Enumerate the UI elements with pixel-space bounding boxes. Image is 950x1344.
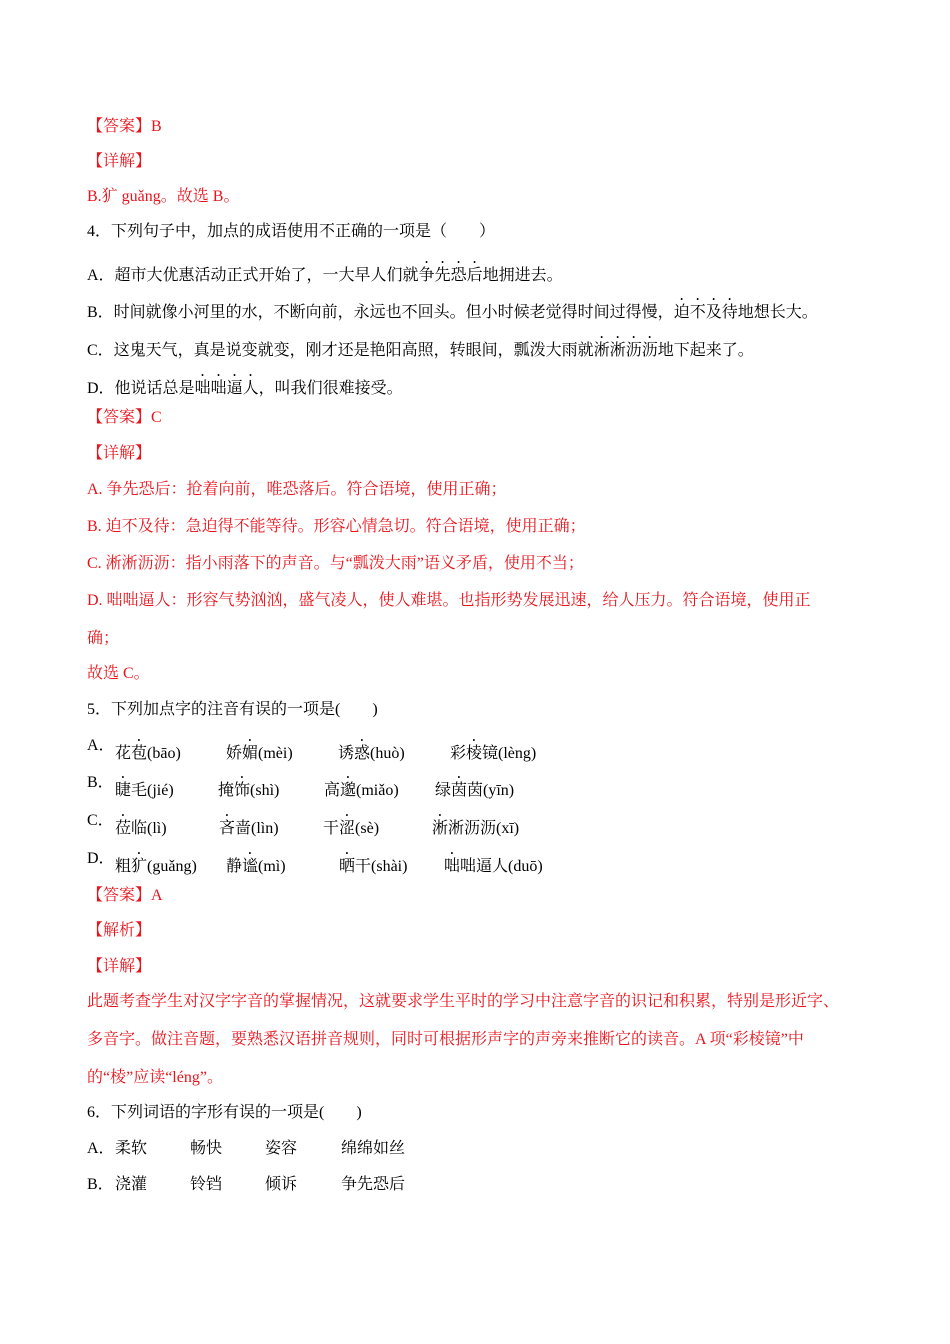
text: 干 bbox=[323, 820, 340, 837]
q4-detail-line: C. 淅淅沥沥：指小雨落下的声音。与“瓢泼大雨”语义矛盾，使用不当； bbox=[87, 555, 584, 572]
text: 静 bbox=[226, 858, 243, 875]
q4-detail-label: 【详解】 bbox=[87, 445, 152, 462]
text: A．超市大优惠活动正式开始了，一大早人们就 bbox=[87, 267, 419, 284]
text: 地想长大。 bbox=[737, 304, 818, 321]
option-item bbox=[226, 849, 286, 877]
text: 高 bbox=[324, 782, 341, 799]
text: 啬(lìn) bbox=[235, 820, 279, 837]
option-label: A． bbox=[87, 1140, 115, 1157]
dotted-idiom: 争先恐后 bbox=[418, 267, 483, 284]
q5-detail-line: 多音字。做注音题，要熟悉汉语拼音规则，同时可根据形声字的声旁来推断它的读音。A 项“彩棱镜”中 bbox=[87, 1031, 804, 1048]
q6-option-row bbox=[0, 1175, 950, 1199]
text: 干(shài) bbox=[355, 858, 408, 875]
text: 咄逼人(duō) bbox=[460, 858, 543, 875]
text: 地下起来了。 bbox=[657, 342, 754, 359]
q4-answer: 【答案】C bbox=[87, 409, 162, 426]
dotted-idiom: 淅淅沥沥 bbox=[593, 342, 658, 359]
text: 诱 bbox=[338, 745, 355, 762]
option-item bbox=[115, 849, 197, 877]
q5-option-row bbox=[0, 811, 950, 835]
text: D．他说话总是 bbox=[87, 380, 195, 397]
option-item bbox=[115, 773, 174, 801]
q6-option-row bbox=[0, 1139, 950, 1163]
text: 毛(jié) bbox=[131, 782, 174, 799]
q4-detail-line: 故选 C。 bbox=[87, 665, 150, 682]
option-item bbox=[324, 773, 399, 801]
option-item: 绵绵如丝 bbox=[341, 1140, 406, 1157]
text: 镜(lèng) bbox=[482, 745, 537, 762]
q5-detail-line: 此题考查学生对汉字字音的掌握情况，这就要求学生平时的学习中注意字音的识记和积累，特别是形近字、 bbox=[87, 993, 840, 1010]
option-item bbox=[432, 811, 519, 839]
q5-option-row bbox=[0, 849, 950, 873]
dotted-idiom: 咄咄逼人 bbox=[194, 380, 259, 397]
option-label: B． bbox=[87, 1176, 114, 1193]
q4-detail-line: D. 咄咄逼人：形容气势汹汹，盛气凌人，使人难堪。也指形势发展迅速，给人压力。符合语境，使用正 bbox=[87, 592, 811, 609]
option-label: C． bbox=[87, 812, 114, 829]
option-label: B． bbox=[87, 774, 114, 791]
option-item: 浇灌 bbox=[115, 1176, 148, 1193]
text: 淅沥沥(xī) bbox=[448, 820, 520, 837]
q4-option-a bbox=[87, 258, 563, 286]
dotted-char: 淅 bbox=[432, 820, 449, 837]
dotted-char: 谧 bbox=[242, 858, 259, 875]
q5-analysis-label: 【解析】 bbox=[87, 922, 152, 939]
text: 娇 bbox=[226, 745, 243, 762]
dotted-char: 咄 bbox=[444, 858, 461, 875]
dotted-char: 邈 bbox=[340, 782, 357, 799]
dotted-char: 吝 bbox=[219, 820, 236, 837]
q5-stem: 5．下列加点字的注音有误的一项是( ) bbox=[87, 701, 378, 718]
option-label: A． bbox=[87, 737, 115, 754]
q4-detail-line: A. 争先恐后：抢着向前，唯恐落后。符合语境，使用正确； bbox=[87, 481, 507, 498]
dotted-char: 犷 bbox=[131, 858, 148, 875]
text: 彩 bbox=[450, 745, 467, 762]
q4-option-b bbox=[87, 295, 818, 323]
text: (miǎo) bbox=[356, 782, 399, 799]
q5-detail-line: 的“棱”应读“léng”。 bbox=[87, 1069, 223, 1086]
option-item bbox=[444, 849, 543, 877]
dotted-char: 涩 bbox=[339, 820, 356, 837]
text: 掩 bbox=[218, 782, 235, 799]
q4-detail-line: 确； bbox=[87, 630, 120, 647]
option-item bbox=[323, 811, 379, 839]
option-item: 争先恐后 bbox=[341, 1176, 406, 1193]
text: (mì) bbox=[258, 858, 286, 875]
text: 花 bbox=[115, 745, 132, 762]
option-item: 畅快 bbox=[190, 1140, 223, 1157]
q6-stem: 6．下列词语的字形有误的一项是( ) bbox=[87, 1104, 362, 1121]
text: C．这鬼天气，真是说变就变，刚才还是艳阳高照，转眼间，瓢泼大雨就 bbox=[87, 342, 594, 359]
option-item bbox=[226, 736, 293, 764]
text: (shì) bbox=[250, 782, 280, 799]
option-item bbox=[435, 773, 514, 801]
text: 地拥进去。 bbox=[482, 267, 563, 284]
dotted-char: 苞 bbox=[131, 745, 148, 762]
q4-stem: 4．下列句子中，加点的成语使用不正确的一项是（ ） bbox=[87, 223, 496, 240]
text: 粗 bbox=[115, 858, 132, 875]
q3-detail: B.犷 guǎng。故选 B。 bbox=[87, 188, 240, 205]
option-item bbox=[339, 849, 407, 877]
dotted-char: 莅 bbox=[115, 820, 132, 837]
q5-detail-label: 【详解】 bbox=[87, 958, 152, 975]
dotted-char: 惑 bbox=[354, 745, 371, 762]
option-item: 铃铛 bbox=[190, 1176, 223, 1193]
text: (sè) bbox=[355, 820, 380, 837]
dotted-char: 饰 bbox=[234, 782, 251, 799]
q5-option-row bbox=[0, 736, 950, 760]
q4-option-d bbox=[87, 371, 403, 399]
text: (huò) bbox=[370, 745, 405, 762]
q4-option-c bbox=[87, 333, 754, 361]
dotted-char: 媚 bbox=[242, 745, 259, 762]
option-item bbox=[338, 736, 405, 764]
text: 茵(yīn) bbox=[467, 782, 515, 799]
text: 临(lì) bbox=[131, 820, 167, 837]
option-item bbox=[218, 773, 279, 801]
dotted-char: 棱 bbox=[466, 745, 483, 762]
dotted-char: 晒 bbox=[339, 858, 356, 875]
q3-answer: 【答案】B bbox=[87, 118, 162, 135]
option-item: 姿容 bbox=[265, 1140, 298, 1157]
q3-detail-label: 【详解】 bbox=[87, 153, 152, 170]
text: (mèi) bbox=[258, 745, 293, 762]
option-item bbox=[450, 736, 536, 764]
dotted-char: 茵 bbox=[451, 782, 468, 799]
q5-answer: 【答案】A bbox=[87, 887, 163, 904]
option-item: 倾诉 bbox=[265, 1176, 298, 1193]
option-item bbox=[219, 811, 279, 839]
text: (bāo) bbox=[147, 745, 181, 762]
option-item bbox=[115, 736, 181, 764]
q5-option-row bbox=[0, 773, 950, 797]
option-label: D． bbox=[87, 850, 115, 867]
text: B．时间就像小河里的水，不断向前，永远也不回头。但小时候老觉得时间过得慢， bbox=[87, 304, 674, 321]
q4-detail-line: B. 迫不及待：急迫得不能等待。形容心情急切。符合语境，使用正确； bbox=[87, 518, 586, 535]
dotted-idiom: 迫不及待 bbox=[673, 304, 738, 321]
option-item: 柔软 bbox=[115, 1140, 148, 1157]
text: 绿 bbox=[435, 782, 452, 799]
text: ，叫我们很难接受。 bbox=[258, 380, 403, 397]
option-item bbox=[115, 811, 167, 839]
dotted-char: 睫 bbox=[115, 782, 132, 799]
text: (guǎng) bbox=[147, 858, 197, 875]
